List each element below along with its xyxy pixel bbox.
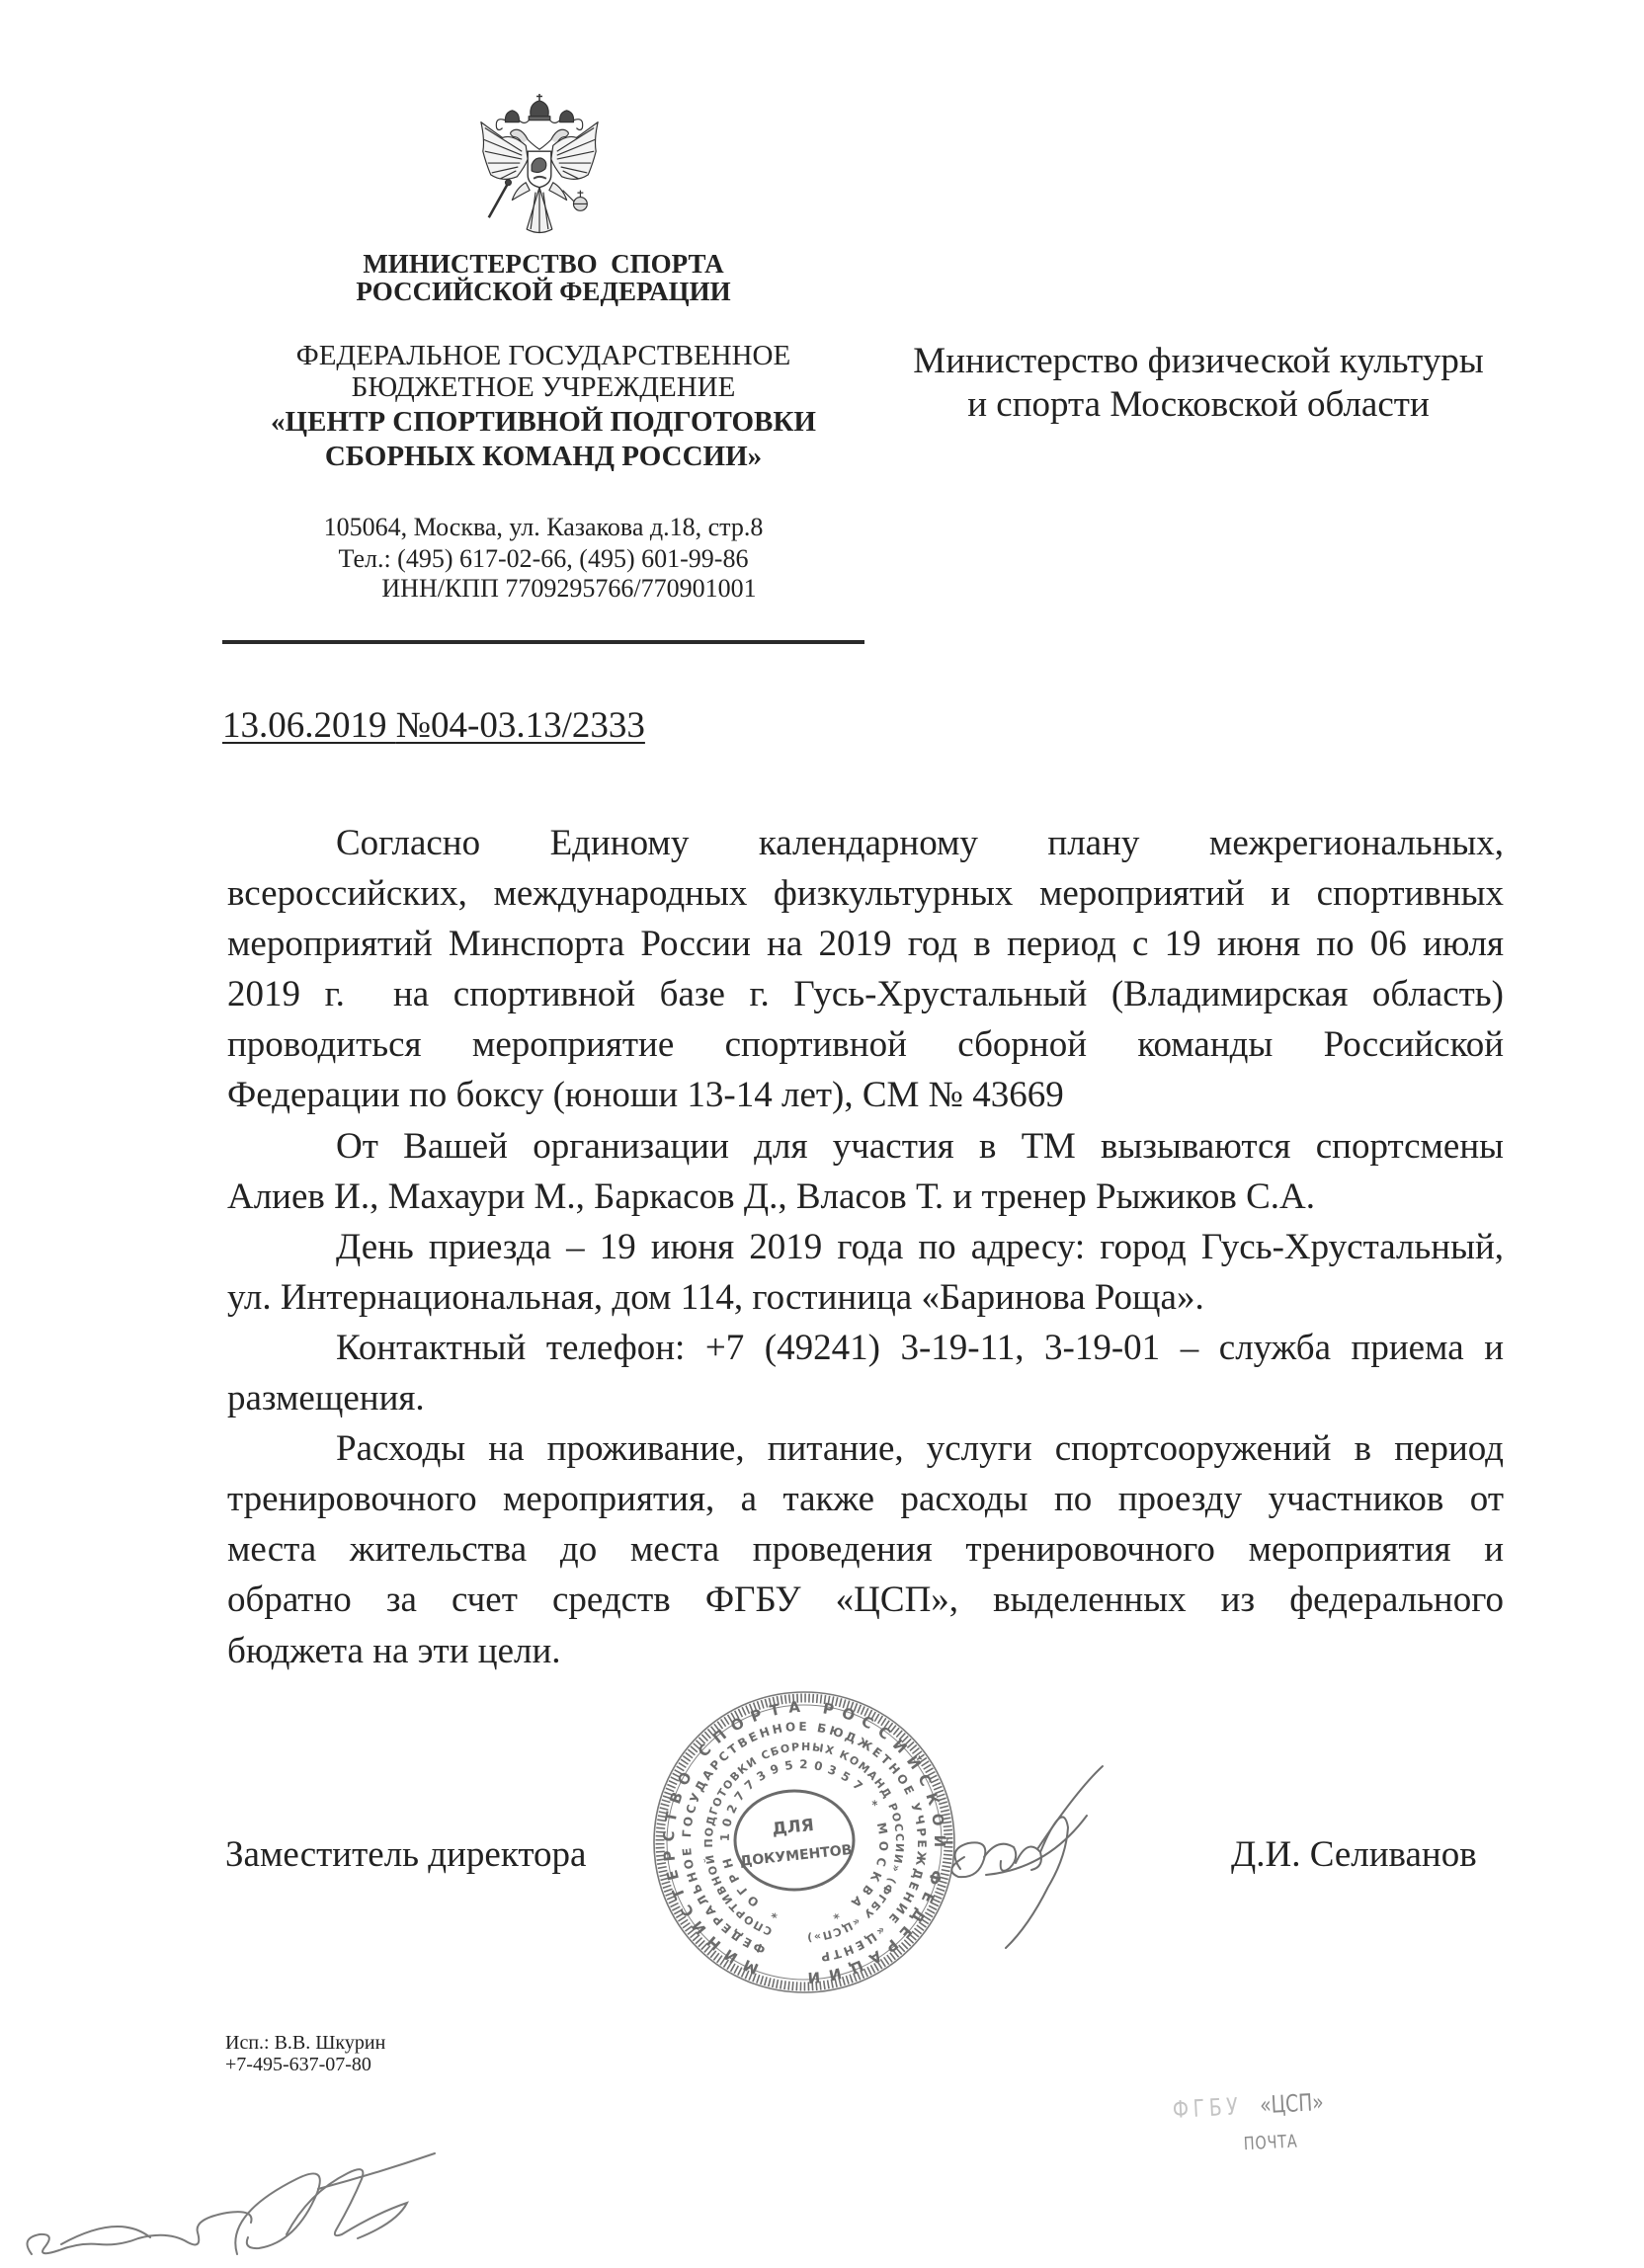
post-stamp [1172, 2080, 1393, 2170]
seal-ring-second: ФЕДЕРАЛЬНОЕ ГОСУДАРСТВЕННОЕ БЮДЖЕТНОЕ УЧРЕЖДЕНИЕ «ЦЕНТР [680, 1719, 929, 1965]
post-stamp-org [1172, 2088, 1324, 2124]
body-line: Расходы на проживание, питание, услуги спортсооружений в период [336, 1428, 1504, 1470]
post-stamp-org-prefix: ФГБУ [1172, 2092, 1244, 2124]
ministry-name-line2: РОССИЙСКОЙ ФЕДЕРАЦИИ [356, 277, 731, 306]
executor-phone: +7-495-637-07-80 [225, 2054, 371, 2075]
body-line: тренировочного мероприятия, а также расходы по проезду участников от [227, 1479, 1504, 1520]
executor-name: Исп.: В.В. Шкурин [225, 2032, 386, 2054]
seal-ring-third: СПОРТИВНОЙ ПОДГОТОВКИ СБОРНЫХ КОМАНД РОССИИ» (ФГБУ «ЦСП») [701, 1740, 907, 1944]
org-address: 105064, Москва, ул. Казакова д.18, стр.8 [323, 513, 764, 541]
body-line: мероприятий Минспорта России на 2019 год в период с 19 июня по 06 июля [227, 924, 1504, 965]
document-number: №04-03.13/2333 [395, 705, 645, 746]
body-line: Федерации по боксу (юноши 13-14 лет), СМ № 43669 [227, 1075, 1064, 1116]
body-line: От Вашей организации для участия в ТМ вызываются спортсмены [336, 1125, 1504, 1167]
org-name-line2: СБОРНЫХ КОМАНД РОССИИ» [324, 441, 763, 472]
document-date: 13.06.2019 [222, 705, 387, 746]
org-name-line1: «ЦЕНТР СПОРТИВНОЙ ПОДГОТОВКИ [271, 406, 816, 438]
body-line: обратно за счет средств ФГБУ «ЦСП», выделенных из федерального [227, 1580, 1504, 1621]
body-line: Контактный телефон: +7 (49241) 3-19-11, 3-19-01 – служба приема и [336, 1327, 1504, 1368]
body-line: бюджета на эти цели. [227, 1630, 561, 1671]
seal-ring-inner: * ОГРН 1027739520357 * МОСКВА * [717, 1757, 891, 1922]
post-stamp-label: ПОЧТА [1243, 2131, 1299, 2155]
letterhead-divider [222, 640, 864, 644]
seal-ring-outer: МИНИСТЕРСТВО СПОРТА РОССИЙСКОЙ ФЕДЕРАЦИИ [659, 1697, 949, 1987]
initials-signature [0, 2144, 454, 2268]
org-type-line1: ФЕДЕРАЛЬНОЕ ГОСУДАРСТВЕННОЕ [295, 340, 791, 371]
body-line: места жительства до места проведения тренировочного мероприятия и [227, 1529, 1504, 1571]
recipient-line2: и спорта Московской области [967, 384, 1430, 425]
org-phones: Тел.: (495) 617-02-66, (495) 601-99-86 [338, 544, 749, 573]
body-line: размещения. [227, 1378, 425, 1419]
document-reference [222, 707, 645, 744]
body-line: всероссийских, международных физкультурных мероприятий и спортивных [227, 873, 1504, 915]
body-line: проводиться мероприятие спортивной сборной команды Российской [227, 1024, 1504, 1066]
body-line: ул. Интернациональная, дом 114, гостиница «Баринова Роща». [227, 1276, 1204, 1318]
org-type-line2: БЮДЖЕТНОЕ УЧРЕЖДЕНИЕ [351, 371, 736, 403]
signatory-name: Д.И. Селиванов [1231, 1834, 1477, 1875]
body-line: Алиев И., Махаури М., Баркасов Д., Власов Т. и тренер Рыжиков С.А. [227, 1175, 1316, 1217]
recipient-line1: Министерство физической культуры [913, 341, 1484, 381]
handwritten-signature [929, 1758, 1146, 1956]
post-stamp-org-name: «ЦСП» [1259, 2087, 1325, 2120]
ministry-name-line1: МИНИСТЕРСТВО СПОРТА [363, 249, 724, 279]
letter-body [227, 818, 1504, 1676]
official-seal [644, 1682, 964, 2002]
body-line: 2019 г. на спортивной базе г. Гусь-Хрустальный (Владимирская область) [227, 974, 1504, 1015]
coat-of-arms-icon [471, 92, 608, 240]
body-line: День приезда – 19 июня 2019 года по адресу: город Гусь-Хрустальный, [336, 1226, 1504, 1267]
seal-center-line1: ДЛЯ [771, 1815, 815, 1840]
seal-center-line2: ДОКУМЕНТОВ [739, 1842, 854, 1870]
signatory-position: Заместитель директора [225, 1834, 587, 1875]
seal-center-border [735, 1791, 854, 1890]
body-line: Согласно Единому календарному плану межрегиональных, [336, 823, 1504, 863]
org-inn-kpp: ИНН/КПП 7709295766/770901001 [381, 574, 757, 603]
